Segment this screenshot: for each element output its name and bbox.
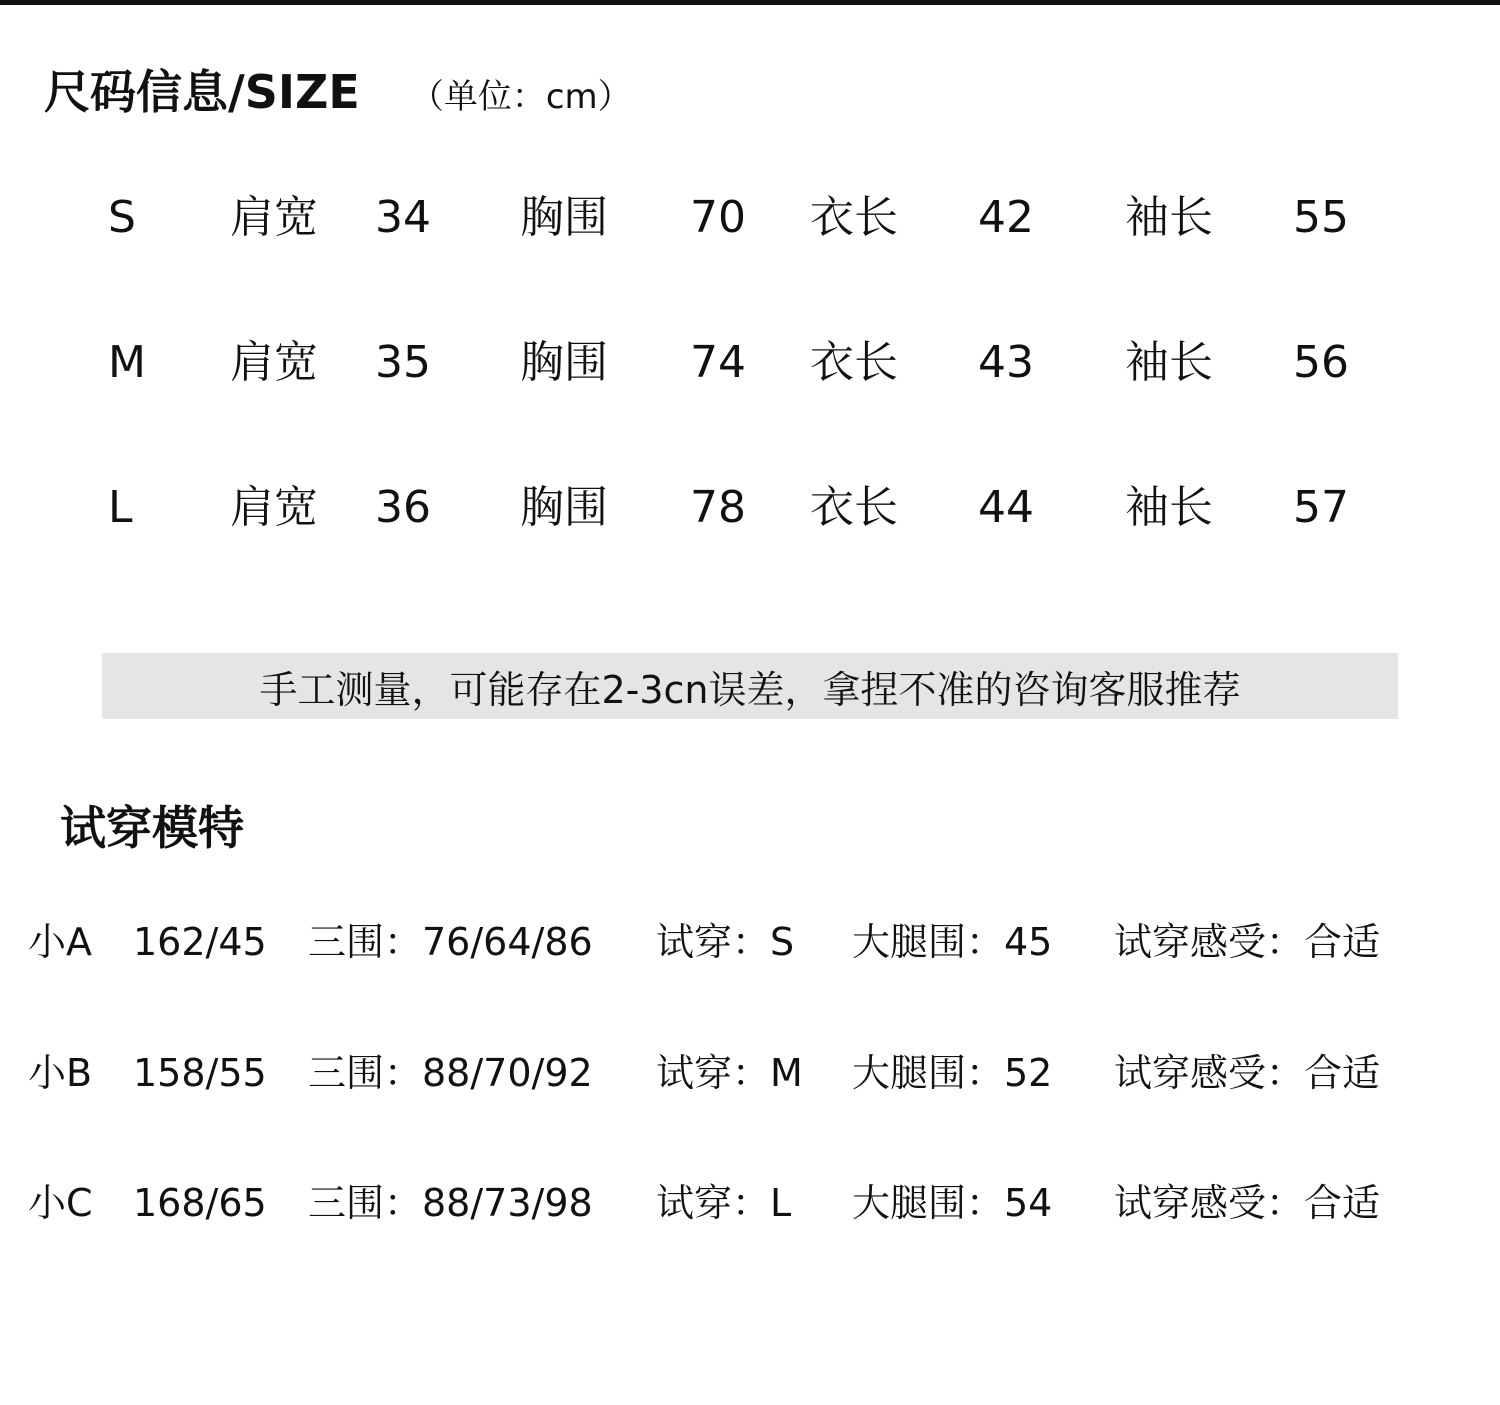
model-feeling: 试穿感受：合适 <box>1114 1051 1381 1095</box>
bust-label: 胸围 <box>520 337 608 388</box>
length-value: 44 <box>978 482 1034 533</box>
models-title: 试穿模特 <box>60 801 244 855</box>
sleeve-label: 袖长 <box>1125 482 1213 533</box>
sleeve-label: 袖长 <box>1125 192 1213 243</box>
size-header <box>44 56 632 119</box>
length-value: 43 <box>978 337 1034 388</box>
model-measurements: 三围：76/64/86 <box>308 920 593 964</box>
size-label: L <box>108 482 133 533</box>
model-height-weight: 168/65 <box>133 1181 267 1225</box>
size-title: 尺码信息/SIZE <box>44 65 360 119</box>
model-feeling: 试穿感受：合适 <box>1114 920 1381 964</box>
shoulder-label: 肩宽 <box>230 337 318 388</box>
unit-note: （单位：cm） <box>409 77 632 117</box>
model-tried-size: 试穿：M <box>656 1051 803 1095</box>
shoulder-value: 34 <box>375 192 431 243</box>
size-label: S <box>108 192 136 243</box>
top-rule <box>0 0 1500 5</box>
model-measurements: 三围：88/73/98 <box>308 1181 593 1225</box>
notice-text: 手工测量，可能存在2-3cn误差，拿捏不准的咨询客服推荐 <box>259 667 1241 712</box>
sleeve-label: 袖长 <box>1125 337 1213 388</box>
size-label: M <box>108 337 146 388</box>
model-name: 小A <box>28 920 92 964</box>
measurement-notice <box>102 653 1398 719</box>
model-tried-size: 试穿：S <box>656 920 795 964</box>
shoulder-label: 肩宽 <box>230 192 318 243</box>
model-height-weight: 158/55 <box>133 1051 267 1095</box>
bust-label: 胸围 <box>520 192 608 243</box>
length-label: 衣长 <box>810 337 898 388</box>
model-tried-size: 试穿：L <box>656 1181 792 1225</box>
bust-value: 70 <box>690 192 746 243</box>
model-name: 小B <box>28 1051 93 1095</box>
bust-value: 78 <box>690 482 746 533</box>
model-thigh: 大腿围：52 <box>852 1051 1053 1095</box>
bust-value: 74 <box>690 337 746 388</box>
model-feeling: 试穿感受：合适 <box>1114 1181 1381 1225</box>
shoulder-value: 35 <box>375 337 431 388</box>
length-label: 衣长 <box>810 482 898 533</box>
length-value: 42 <box>978 192 1034 243</box>
sleeve-value: 57 <box>1293 482 1349 533</box>
model-thigh: 大腿围：54 <box>852 1181 1053 1225</box>
model-thigh: 大腿围：45 <box>852 920 1053 964</box>
bust-label: 胸围 <box>520 482 608 533</box>
sleeve-value: 56 <box>1293 337 1349 388</box>
shoulder-label: 肩宽 <box>230 482 318 533</box>
model-measurements: 三围：88/70/92 <box>308 1051 593 1095</box>
model-name: 小C <box>28 1181 93 1225</box>
sleeve-value: 55 <box>1293 192 1349 243</box>
length-label: 衣长 <box>810 192 898 243</box>
model-height-weight: 162/45 <box>133 920 267 964</box>
shoulder-value: 36 <box>375 482 431 533</box>
